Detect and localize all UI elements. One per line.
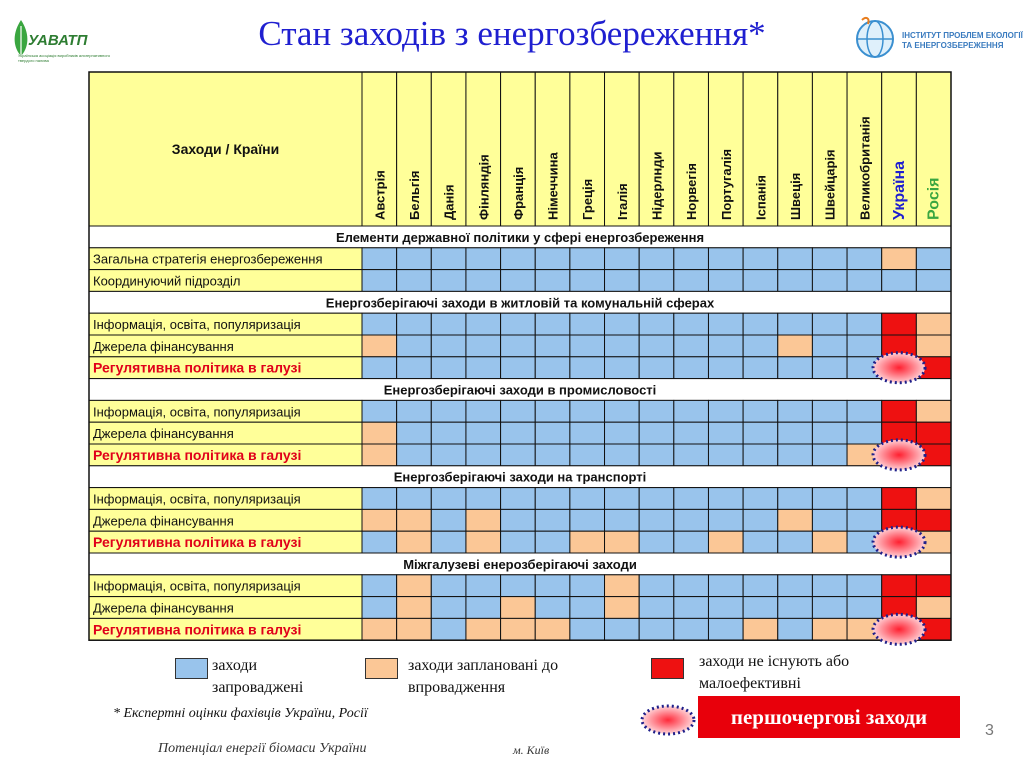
status-cell [674, 422, 709, 444]
status-cell [674, 531, 709, 553]
section-label: Енергозберігаючі заходи в житловій та комунальній сферах [325, 295, 715, 311]
status-cell [397, 509, 432, 531]
status-cell [605, 597, 640, 619]
status-cell [605, 400, 640, 422]
status-cell [812, 422, 847, 444]
status-cell [743, 400, 778, 422]
status-cell [778, 618, 813, 640]
country-label: Швеція [788, 172, 804, 220]
status-cell [362, 531, 397, 553]
status-cell [570, 597, 605, 619]
status-cell [605, 357, 640, 379]
measure-label: Інформація, освіта, популяризація [93, 578, 301, 594]
status-cell [708, 422, 743, 444]
legend-swatch-planned [365, 658, 398, 679]
status-cell [639, 357, 674, 379]
status-cell [916, 335, 951, 357]
status-cell [639, 422, 674, 444]
status-cell [639, 575, 674, 597]
status-cell [847, 248, 882, 270]
status-cell [812, 357, 847, 379]
status-cell [535, 509, 570, 531]
status-cell [466, 313, 501, 335]
status-cell [431, 488, 466, 510]
priority-marker [873, 527, 925, 557]
legend-label-planned: заходи заплановані до впровадження [408, 657, 559, 696]
status-cell [674, 270, 709, 292]
status-cell [501, 248, 536, 270]
status-cell [812, 248, 847, 270]
status-cell [431, 575, 466, 597]
status-cell [708, 313, 743, 335]
status-cell [605, 313, 640, 335]
status-cell [778, 575, 813, 597]
header-corner-label: Заходи / Країни [171, 141, 280, 157]
footer-city: м. Київ [513, 743, 550, 757]
status-cell [466, 488, 501, 510]
status-cell [674, 313, 709, 335]
status-cell [639, 531, 674, 553]
status-cell [362, 357, 397, 379]
country-label: Нідерлнди [649, 151, 665, 220]
status-cell [743, 335, 778, 357]
measure-label: Джерела фінансування [93, 426, 234, 442]
status-cell [847, 400, 882, 422]
status-cell [674, 357, 709, 379]
status-cell [674, 335, 709, 357]
status-cell [535, 597, 570, 619]
status-cell [812, 335, 847, 357]
status-cell [639, 270, 674, 292]
status-cell [570, 618, 605, 640]
status-cell [674, 597, 709, 619]
status-cell [431, 618, 466, 640]
measure-label: Інформація, освіта, популяризація [93, 317, 301, 333]
logo-right-name: ІНСТИТУТ ПРОБЛЕМ ЕКОЛОГІЇ ТА ЕНЕРГОЗБЕРЕЖЕННЯ [902, 31, 1023, 50]
status-cell [605, 488, 640, 510]
measure-label: Джерела фінансування [93, 513, 234, 529]
status-cell [605, 509, 640, 531]
measure-label: Загальна стратегія енергозбереження [93, 251, 323, 267]
status-cell [639, 509, 674, 531]
status-cell [466, 618, 501, 640]
status-cell [535, 488, 570, 510]
priority-marker [873, 614, 925, 644]
status-cell [362, 597, 397, 619]
status-cell [916, 488, 951, 510]
status-cell [397, 597, 432, 619]
status-cell [916, 575, 951, 597]
status-cell [501, 313, 536, 335]
logo-left-subtitle: Українська асоціація виробників альтернативного твердого палива [18, 53, 111, 63]
status-cell [501, 422, 536, 444]
status-cell [535, 400, 570, 422]
status-cell [847, 597, 882, 619]
status-cell [743, 444, 778, 466]
logo-left-name: УАВАТП [28, 32, 88, 49]
status-cell [501, 400, 536, 422]
status-cell [639, 488, 674, 510]
status-cell [847, 270, 882, 292]
status-cell [501, 444, 536, 466]
status-cell [778, 488, 813, 510]
status-cell [674, 444, 709, 466]
status-cell [570, 400, 605, 422]
status-cell [639, 618, 674, 640]
status-cell [535, 444, 570, 466]
status-cell [605, 531, 640, 553]
footnote: * Експертні оцінки фахівців України, Росії [113, 706, 368, 721]
status-cell [916, 597, 951, 619]
status-cell [570, 270, 605, 292]
status-cell [535, 335, 570, 357]
page-title: Стан заходів з енергозбереження* [258, 14, 766, 53]
status-cell [466, 444, 501, 466]
status-cell [431, 509, 466, 531]
status-cell [778, 357, 813, 379]
status-cell [916, 509, 951, 531]
status-cell [501, 597, 536, 619]
status-cell [466, 270, 501, 292]
status-cell [362, 335, 397, 357]
status-cell [847, 575, 882, 597]
status-cell [812, 313, 847, 335]
status-cell [397, 444, 432, 466]
status-cell [708, 335, 743, 357]
status-cell [916, 313, 951, 335]
status-cell [639, 444, 674, 466]
status-cell [605, 335, 640, 357]
status-cell [501, 488, 536, 510]
status-cell [466, 422, 501, 444]
status-cell [570, 444, 605, 466]
status-cell [778, 313, 813, 335]
status-cell [431, 422, 466, 444]
status-cell [674, 575, 709, 597]
country-label: Бельгія [406, 170, 422, 220]
status-cell [431, 335, 466, 357]
status-cell [778, 597, 813, 619]
status-cell [708, 597, 743, 619]
status-cell [812, 444, 847, 466]
status-cell [639, 313, 674, 335]
status-cell [708, 400, 743, 422]
priority-marker [873, 440, 925, 470]
status-cell [708, 509, 743, 531]
status-cell [847, 313, 882, 335]
country-label: Великобританія [857, 116, 873, 220]
status-cell [674, 618, 709, 640]
status-cell [882, 575, 917, 597]
status-cell [362, 400, 397, 422]
page-number: 3 [985, 722, 994, 739]
status-cell [466, 509, 501, 531]
section-label: Енергозберігаючі заходи на транспорті [393, 469, 647, 485]
status-cell [847, 335, 882, 357]
status-cell [362, 618, 397, 640]
status-cell [708, 248, 743, 270]
status-cell [362, 313, 397, 335]
status-cell [535, 313, 570, 335]
status-cell [847, 422, 882, 444]
priority-label: першочергові заходи [698, 696, 960, 738]
status-cell [431, 531, 466, 553]
status-cell [778, 531, 813, 553]
priority-ring-icon [640, 704, 696, 736]
status-cell [778, 444, 813, 466]
status-cell [397, 422, 432, 444]
status-cell [708, 531, 743, 553]
status-cell [535, 531, 570, 553]
status-cell [362, 509, 397, 531]
status-cell [431, 400, 466, 422]
country-label: Норвегія [684, 163, 700, 220]
status-cell [570, 488, 605, 510]
country-label: Україна [891, 160, 909, 220]
status-cell [674, 248, 709, 270]
country-label: Австрія [372, 170, 388, 220]
status-cell [535, 357, 570, 379]
legend-label-implemented: заходи запроваджені [212, 657, 304, 696]
status-cell [882, 270, 917, 292]
country-label: Фінляндія [476, 154, 492, 220]
status-cell [812, 509, 847, 531]
status-cell [397, 531, 432, 553]
status-cell [916, 248, 951, 270]
status-cell [674, 509, 709, 531]
status-cell [743, 618, 778, 640]
status-cell [466, 335, 501, 357]
status-cell [708, 357, 743, 379]
status-cell [501, 618, 536, 640]
status-cell [466, 248, 501, 270]
status-cell [916, 422, 951, 444]
legend-swatch-implemented [175, 658, 208, 679]
status-cell [778, 400, 813, 422]
measure-label: Регулятивна політика в галузі [93, 446, 302, 463]
country-label: Данія [441, 184, 457, 220]
status-cell [431, 357, 466, 379]
status-cell [397, 488, 432, 510]
status-cell [570, 575, 605, 597]
status-cell [639, 248, 674, 270]
status-cell [605, 270, 640, 292]
status-cell [362, 422, 397, 444]
status-cell [466, 597, 501, 619]
status-cell [743, 248, 778, 270]
status-cell [639, 400, 674, 422]
status-cell [639, 335, 674, 357]
status-cell [743, 488, 778, 510]
status-cell [431, 313, 466, 335]
status-cell [743, 597, 778, 619]
status-cell [778, 248, 813, 270]
status-cell [466, 357, 501, 379]
status-cell [847, 488, 882, 510]
status-cell [431, 270, 466, 292]
priority-marker [873, 353, 925, 383]
status-cell [570, 531, 605, 553]
status-cell [743, 575, 778, 597]
status-cell [778, 509, 813, 531]
measure-label: Інформація, освіта, популяризація [93, 491, 301, 507]
status-cell [674, 488, 709, 510]
status-cell [708, 618, 743, 640]
status-cell [605, 444, 640, 466]
status-cell [570, 313, 605, 335]
status-cell [535, 248, 570, 270]
status-cell [535, 422, 570, 444]
status-cell [397, 335, 432, 357]
measure-label: Джерела фінансування [93, 600, 234, 616]
status-cell [535, 270, 570, 292]
status-cell [812, 270, 847, 292]
status-cell [501, 335, 536, 357]
measure-label: Інформація, освіта, популяризація [93, 404, 301, 420]
status-cell [362, 270, 397, 292]
measure-label: Джерела фінансування [93, 338, 234, 354]
measure-label: Регулятивна політика в галузі [93, 621, 302, 638]
status-cell [639, 597, 674, 619]
status-cell [362, 575, 397, 597]
status-cell [570, 357, 605, 379]
status-cell [570, 335, 605, 357]
status-cell [466, 575, 501, 597]
status-cell [812, 618, 847, 640]
status-cell [708, 488, 743, 510]
status-cell [882, 313, 917, 335]
status-cell [743, 422, 778, 444]
country-label: Німеччина [545, 152, 561, 220]
section-label: Міжгалузеві енерозберігаючі заходи [403, 556, 637, 572]
status-cell [778, 335, 813, 357]
status-cell [362, 444, 397, 466]
status-cell [362, 248, 397, 270]
status-cell [812, 488, 847, 510]
status-cell [397, 400, 432, 422]
status-cell [501, 357, 536, 379]
status-cell [570, 509, 605, 531]
status-cell [882, 248, 917, 270]
status-cell [570, 248, 605, 270]
status-cell [501, 575, 536, 597]
country-label: Італія [614, 183, 630, 220]
status-cell [916, 400, 951, 422]
section-label: Елементи державної політики у сфері енергозбереження [335, 229, 705, 245]
status-cell [605, 575, 640, 597]
status-cell [812, 597, 847, 619]
status-cell [674, 400, 709, 422]
status-cell [535, 575, 570, 597]
status-cell [397, 270, 432, 292]
legend-label-absent: заходи не існують або малоефективні [699, 653, 850, 692]
legend-swatch-absent [651, 658, 684, 679]
section-label: Енергозберігаючі заходи в промисловості [383, 382, 657, 398]
status-cell [743, 509, 778, 531]
status-cell [882, 400, 917, 422]
status-cell [743, 357, 778, 379]
country-label: Швейцарія [822, 149, 838, 220]
status-cell [570, 422, 605, 444]
status-cell [708, 575, 743, 597]
measure-label: Регулятивна політика в галузі [93, 359, 302, 376]
status-cell [708, 270, 743, 292]
status-cell [431, 248, 466, 270]
status-cell [501, 531, 536, 553]
status-cell [466, 531, 501, 553]
footer-title: Потенціал енергії біомаси України [158, 741, 367, 756]
status-cell [397, 313, 432, 335]
status-cell [431, 597, 466, 619]
measure-label: Регулятивна політика в галузі [93, 534, 302, 551]
country-label: Іспанія [753, 175, 769, 220]
status-cell [397, 248, 432, 270]
status-cell [605, 248, 640, 270]
status-cell [501, 270, 536, 292]
country-label: Франція [510, 166, 526, 220]
status-cell [743, 531, 778, 553]
status-cell [501, 509, 536, 531]
status-cell [708, 444, 743, 466]
status-cell [743, 270, 778, 292]
status-cell [743, 313, 778, 335]
status-cell [362, 488, 397, 510]
country-label: Португалія [718, 148, 734, 220]
status-cell [778, 270, 813, 292]
status-cell [397, 575, 432, 597]
status-cell [812, 575, 847, 597]
country-label: Росія [925, 177, 943, 220]
status-cell [812, 531, 847, 553]
status-cell [847, 509, 882, 531]
status-cell [882, 488, 917, 510]
status-cell [605, 618, 640, 640]
status-cell [431, 444, 466, 466]
status-cell [397, 618, 432, 640]
country-label: Греція [580, 178, 596, 220]
status-cell [605, 422, 640, 444]
status-cell [916, 270, 951, 292]
measure-label: Координуючий підрозділ [93, 273, 241, 289]
status-cell [466, 400, 501, 422]
status-cell [397, 357, 432, 379]
status-cell [535, 618, 570, 640]
status-cell [812, 400, 847, 422]
status-cell [778, 422, 813, 444]
